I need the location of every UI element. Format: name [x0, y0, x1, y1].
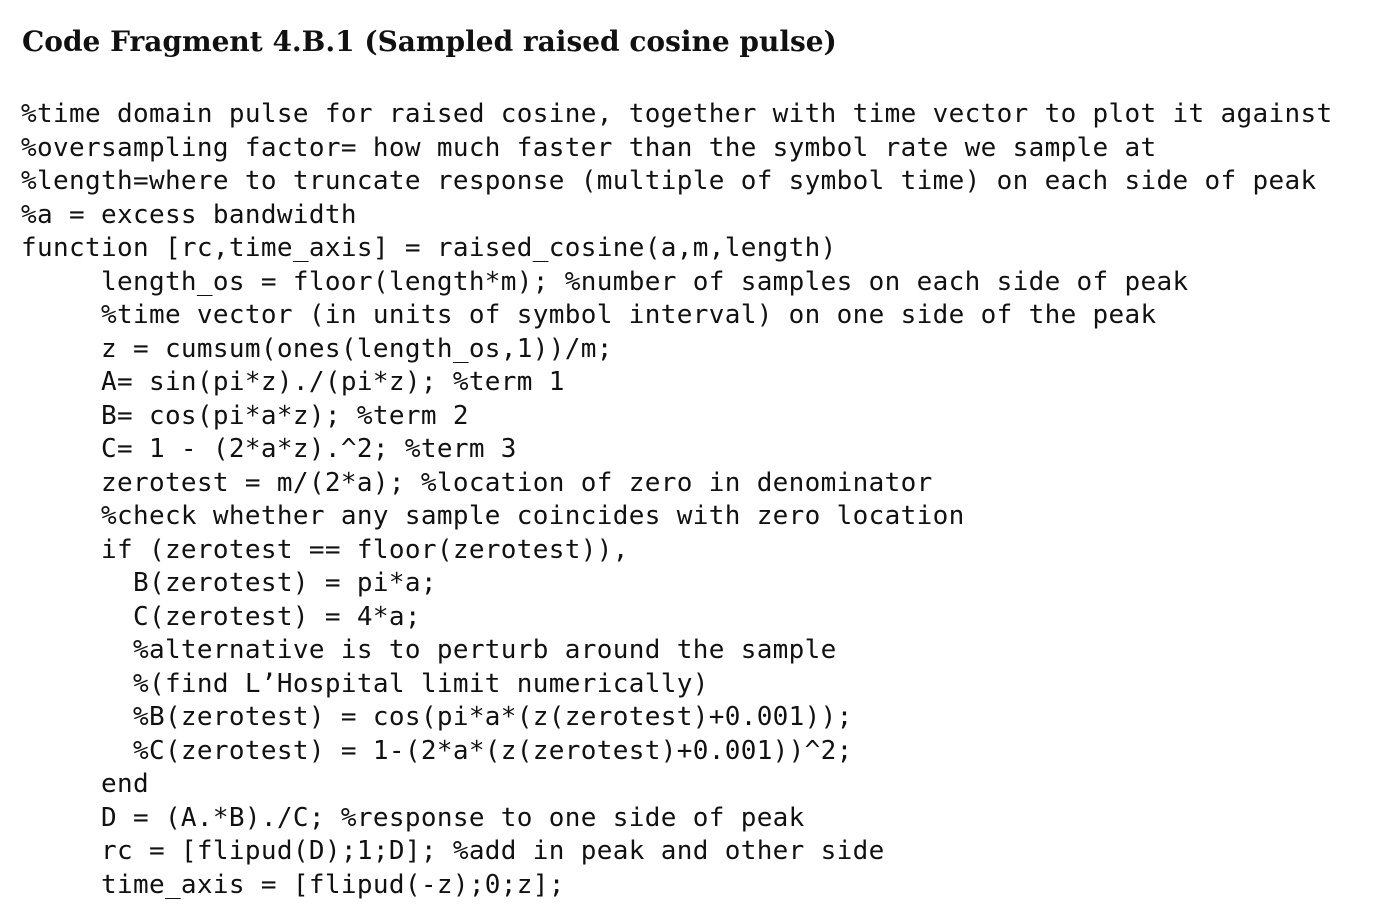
code-line: %a = excess bandwidth	[21, 199, 357, 230]
code-line: end	[21, 769, 149, 799]
code-line: z = cumsum(ones(length_os,1))/m;	[21, 333, 613, 364]
code-line: %B(zerotest) = cos(pi*a*(z(zerotest)+0.001));	[21, 702, 853, 732]
code-line: length_os = floor(length*m); %number of samples on each side of peak	[21, 266, 1189, 297]
code-line: C(zerotest) = 4*a;	[21, 601, 421, 632]
code-line: function [rc,time_axis] = raised_cosine(a,m,length)	[21, 233, 837, 263]
code-line: zerotest = m/(2*a); %location of zero in denominator	[21, 467, 933, 498]
code-line: D = (A.*B)./C; %response to one side of peak	[21, 802, 805, 833]
code-line: if (zerotest == floor(zerotest)),	[21, 534, 629, 565]
code-line: %time vector (in units of symbol interval) on one side of the peak	[21, 300, 1157, 330]
code-line: %oversampling factor= how much faster than the symbol rate we sample at	[21, 132, 1157, 163]
code-line: %check whether any sample coincides with zero location	[21, 501, 965, 531]
code-line: C= 1 - (2*a*z).^2; %term 3	[21, 434, 517, 464]
code-line: rc = [flipud(D);1;D]; %add in peak and other side	[21, 836, 885, 866]
code-line: %(find L’Hospital limit numerically)	[21, 668, 709, 699]
code-line: B(zerotest) = pi*a;	[21, 568, 437, 598]
code-line: %time domain pulse for raised cosine, together with time vector to plot it against	[21, 99, 1333, 129]
code-line: A= sin(pi*z)./(pi*z); %term 1	[21, 367, 565, 397]
code-line: %alternative is to perturb around the sample	[21, 635, 837, 665]
code-line: %C(zerotest) = 1-(2*a*(z(zerotest)+0.001))^2;	[21, 735, 853, 766]
code-fragment-title: Code Fragment 4.B.1 (Sampled raised cosine pulse)	[22, 25, 837, 58]
code-line: %length=where to truncate response (multiple of symbol time) on each side of peak	[21, 166, 1317, 196]
code-line: B= cos(pi*a*z); %term 2	[21, 400, 469, 431]
code-line: time_axis = [flipud(-z);0;z];	[21, 869, 565, 900]
code-listing	[21, 98, 1332, 902]
